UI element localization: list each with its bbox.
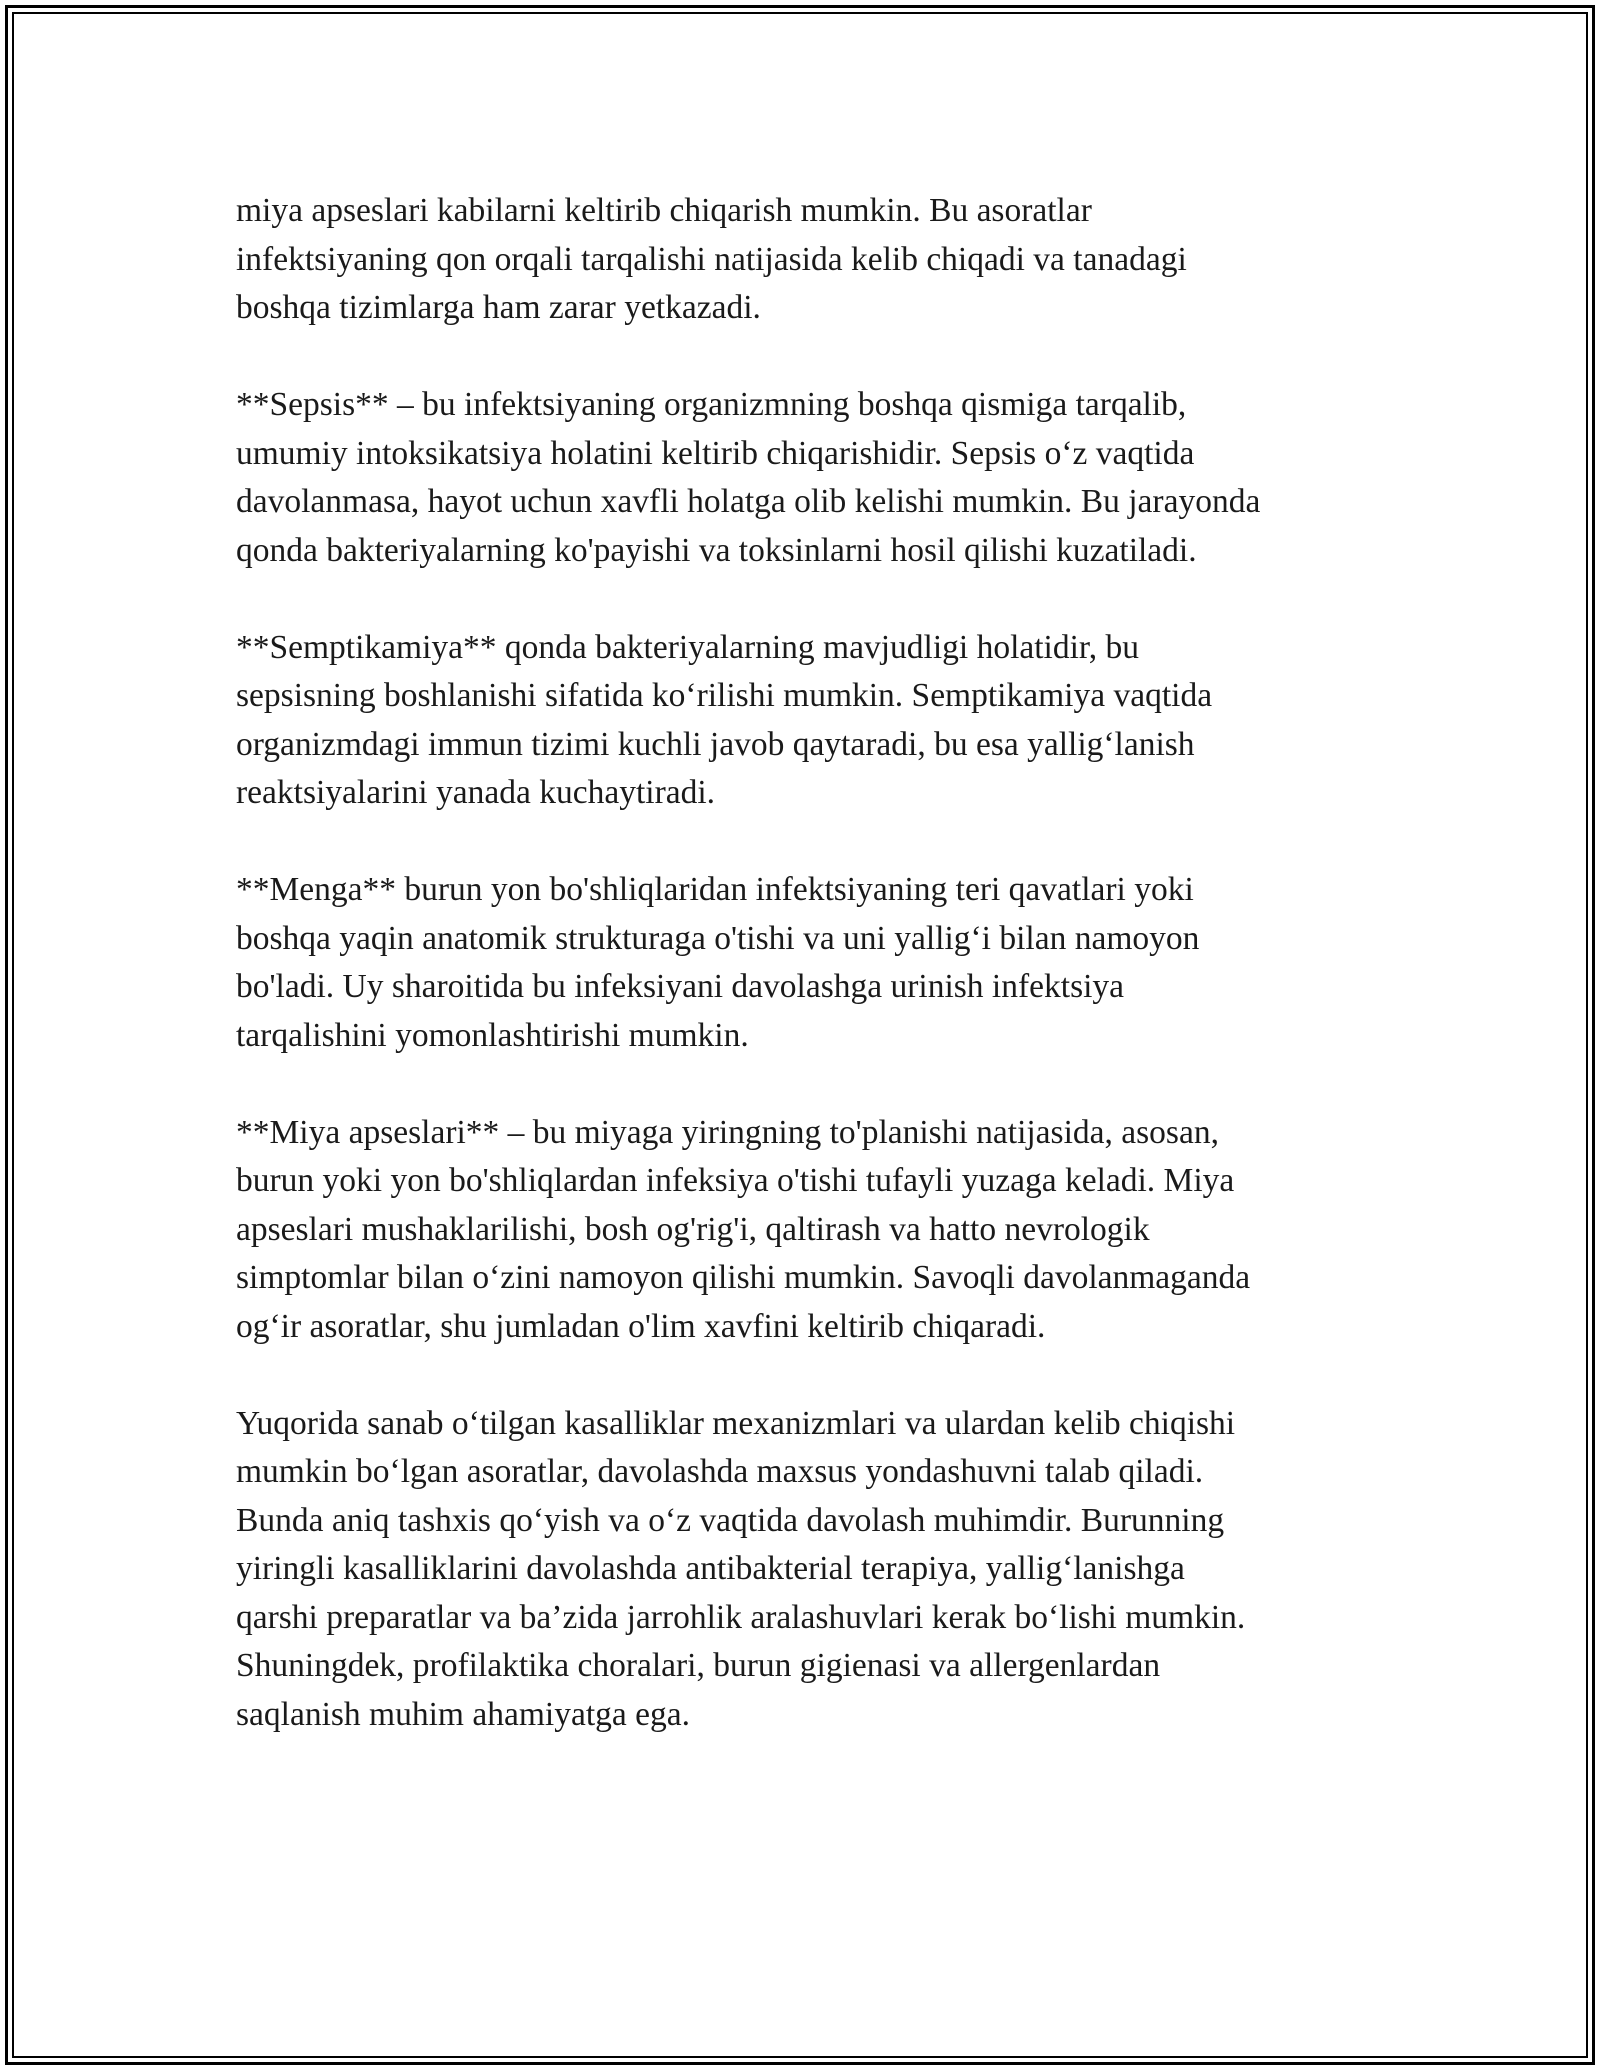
text-line: bo'ladi. Uy sharoitida bu infeksiyani davolashga urinish infektsiya (236, 968, 1125, 1005)
text-line: yiringli kasalliklarini davolashda antibakterial terapiya, yallig‘lanishga (236, 1550, 1185, 1587)
text-line: saqlanish muhim ahamiyatga ega. (236, 1695, 690, 1733)
text-line: qonda bakteriyalarning ko'payishi va toksinlarni hosil qilishi kuzatiladi. (236, 531, 1197, 569)
text-line: simptomlar bilan o‘zini namoyon qilishi mumkin. Savoqli davolanmaganda (236, 1259, 1251, 1296)
text-line: Yuqorida sanab o‘tilgan kasalliklar mexanizmlari va ulardan kelib chiqishi (236, 1404, 1236, 1442)
text-line: qarshi preparatlar va ba’zida jarrohlik aralashuvlari kerak bo‘lishi mumkin. (236, 1598, 1246, 1636)
text-line: umumiy intoksikatsiya holatini keltirib chiqarishidir. Sepsis o‘z vaqtida (236, 434, 1195, 472)
text-line: reaktsiyalarini yanada kuchaytiradi. (236, 774, 716, 811)
text-line: mumkin bo‘lgan asoratlar, davolashda maxsus yondashuvni talab qiladi. (236, 1453, 1204, 1490)
text-line: sepsisning boshlanishi sifatida ko‘rilishi mumkin. Semptikamiya vaqtida (236, 677, 1213, 714)
text-line: tarqalishini yomonlashtirishi mumkin. (236, 1016, 749, 1054)
paragraph-menga (236, 866, 1376, 1060)
text-line: Shuningdek, profilaktika choralari, burun gigienasi va allergenlardan (236, 1647, 1161, 1684)
text-line: **Miya apseslari** – bu miyaga yiringning to'planishi natijasida, asosan, (236, 1113, 1219, 1151)
paragraph-semptikamiya (236, 624, 1376, 818)
text-line: burun yoki yon bo'shliqlardan infeksiya o'tishi tufayli yuzaga keladi. Miya (236, 1162, 1235, 1199)
paragraph-continuation (236, 187, 1376, 333)
text-line: Bunda aniq tashxis qo‘yish va o‘z vaqtida davolash muhimdir. Burunning (236, 1501, 1225, 1539)
text-line: boshqa yaqin anatomik strukturaga o'tishi va uni yallig‘i bilan namoyon (236, 919, 1200, 957)
text-line: organizmdagi immun tizimi kuchli javob qaytaradi, bu esa yallig‘lanish (236, 725, 1195, 763)
text-line: infektsiyaning qon orqali tarqalishi natijasida kelib chiqadi va tanadagi (236, 240, 1187, 278)
document-body (236, 187, 1376, 1788)
text-line: apseslari mushaklarilishi, bosh og'rig'i, qaltirash va hatto nevrologik (236, 1210, 1150, 1248)
paragraph-sepsis (236, 381, 1376, 575)
text-line: **Menga** burun yon bo'shliqlaridan infektsiyaning teri qavatlari yoki (236, 871, 1194, 908)
text-line: boshqa tizimlarga ham zarar yetkazadi. (236, 289, 761, 326)
text-line: **Semptikamiya** qonda bakteriyalarning mavjudligi holatidir, bu (236, 628, 1139, 666)
text-line: og‘ir asoratlar, shu jumladan o'lim xavfini keltirib chiqaradi. (236, 1307, 1046, 1345)
text-line: **Sepsis** – bu infektsiyaning organizmning boshqa qismiga tarqalib, (236, 386, 1187, 423)
text-line: davolanmasa, hayot uchun xavfli holatga olib kelishi mumkin. Bu jarayonda (236, 483, 1261, 520)
text-line: miya apseslari kabilarni keltirib chiqarish mumkin. Bu asoratlar (236, 192, 1092, 229)
paragraph-miya-apseslari (236, 1109, 1376, 1352)
paragraph-conclusion (236, 1400, 1376, 1740)
